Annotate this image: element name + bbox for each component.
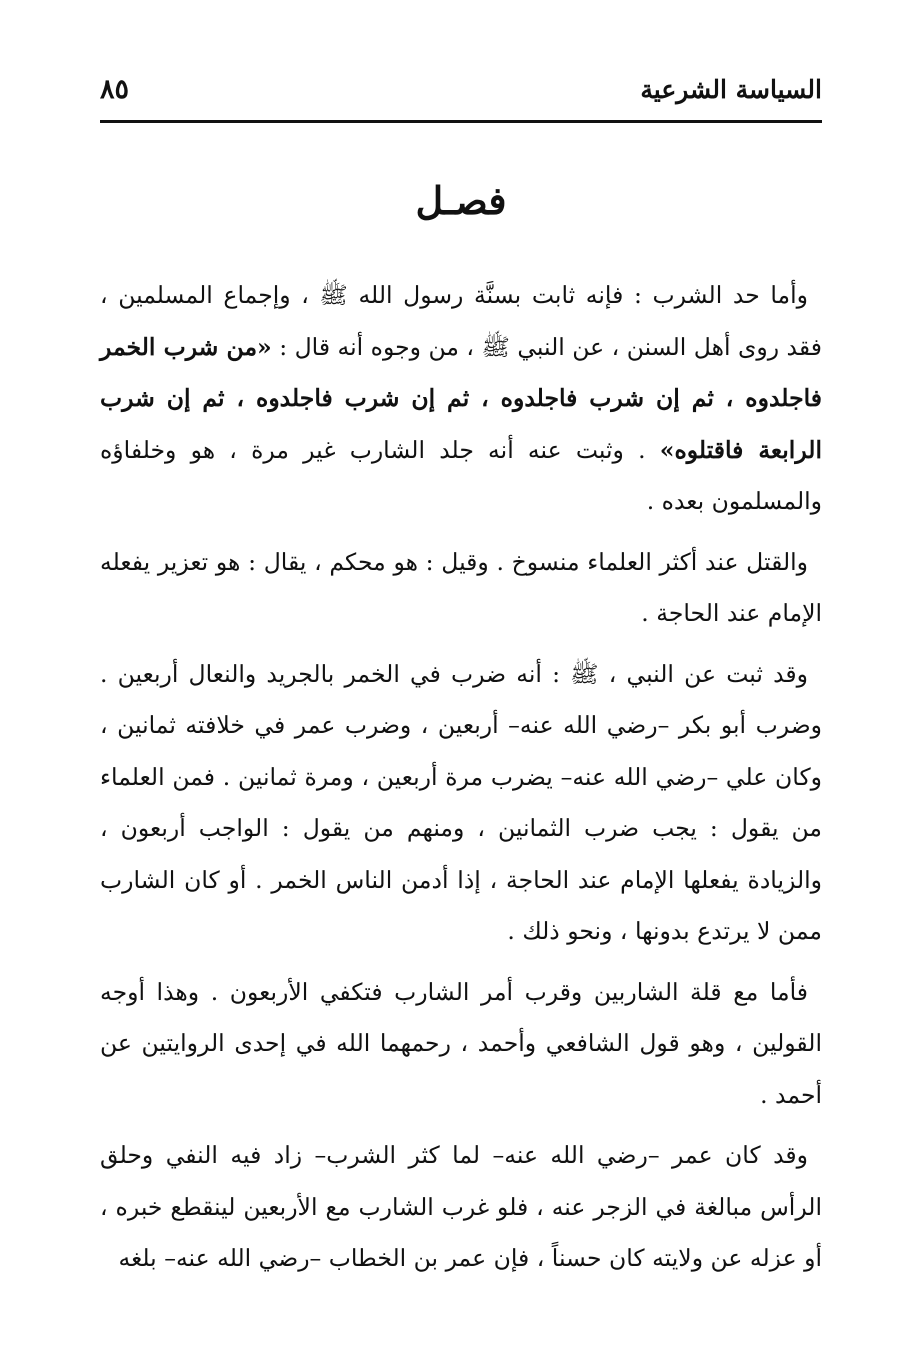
paragraph: فأما مع قلة الشاربين وقرب أمر الشارب فتكفي الأربعون . وهذا أوجه القولين ، وهو قول الشافعي وأحمد ، رحمهما الله في إحدى الروايتين عن أحمد . bbox=[100, 977, 822, 1109]
paragraph bbox=[100, 270, 822, 528]
hadith-quote: «من شرب الخمر فاجلدوه ، ثم إن شرب فاجلدوه ، ثم إن شرب فاجلدوه ، ثم إن شرب الرابعة فاقتلوه» bbox=[100, 332, 822, 464]
paragraph: والقتل عند أكثر العلماء منسوخ . وقيل : هو محكم ، يقال : هو تعزير يفعله الإمام عند الحاجة . bbox=[100, 547, 822, 627]
page-number: ٨٥ bbox=[100, 73, 130, 105]
running-title: السياسة الشرعية bbox=[640, 74, 822, 104]
paragraph-text: وأما حد الشرب : فإنه ثابت بسنَّة رسول الله ﷺ ، وإجماع المسلمين ، فقد روى أهل السنن ، عن النبي ﷺ ، من وجوه أنه قال : bbox=[100, 281, 823, 361]
header-rule bbox=[100, 120, 822, 123]
body-text bbox=[100, 270, 822, 1294]
running-header bbox=[100, 64, 822, 114]
book-page bbox=[100, 0, 822, 1350]
paragraph: وقد كان عمر –رضي الله عنه– لما كثر الشرب– زاد فيه النفي وحلق الرأس مبالغة في الزجر عنه ، فلو غرب الشارب مع الأربعين لينقطع خبره ، أو عزله عن ولايته كان حسناً ، فإن عمر بن الخطاب –رضي الله عنه– بلغه bbox=[100, 1141, 822, 1272]
paragraph: وقد ثبت عن النبي ، ﷺ : أنه ضرب في الخمر بالجريد والنعال أربعين . وضرب أبو بكر –رضي الله عنه– أربعين ، وضرب عمر في خلافته ثمانين ، وكان علي –رضي الله عنه– يضرب مرة أربعين ، ومرة ثمانين . فمن العلماء من يقول : يجب ضرب الثمانين ، ومنهم من يقول : الواجب أربعون ، والزيادة يفعلها الإمام عند الحاجة ، إذا أدمن الناس الخمر . أو كان الشارب ممن لا يرتدع بدونها ، ونحو ذلك . bbox=[100, 659, 822, 945]
section-heading: فصـل bbox=[415, 178, 507, 223]
paragraph-text: . وثبت عنه أنه جلد الشارب غير مرة ، هو وخلفاؤه والمسلمون بعده . bbox=[100, 435, 822, 515]
